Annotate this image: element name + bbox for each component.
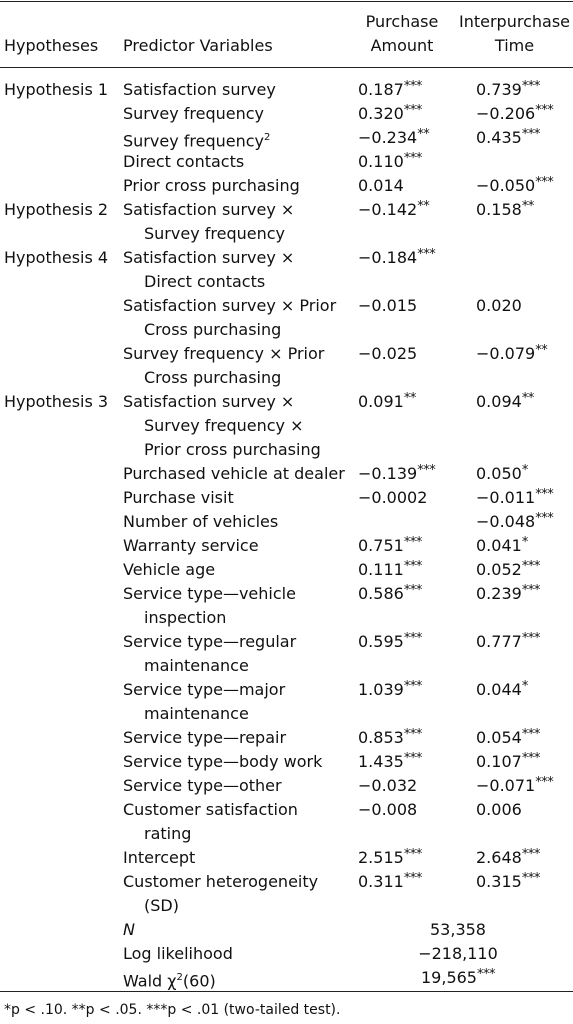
purchase-amount-cell-value: 0.091 xyxy=(358,392,404,411)
purchase-amount-cell xyxy=(358,294,417,318)
significance-stars: *** xyxy=(521,79,540,94)
purchase-amount-cell xyxy=(358,174,404,198)
significance-stars: *** xyxy=(403,751,422,766)
interpurchase-time-cell xyxy=(476,102,553,128)
purchase-amount-cell xyxy=(358,462,435,488)
purchase-amount-cell-value: −0.139 xyxy=(358,464,418,483)
interpurchase-time-cell xyxy=(476,126,540,152)
interpurchase-time-cell xyxy=(476,798,522,822)
significance-stars: *** xyxy=(535,775,554,790)
purchase-amount-cell-value: 0.853 xyxy=(358,728,404,747)
header-hypotheses: Hypotheses xyxy=(4,36,99,55)
interpurchase-time-cell-value: 0.435 xyxy=(476,128,522,147)
predictor-variable: maintenance xyxy=(144,704,249,723)
purchase-amount-cell xyxy=(358,198,429,224)
significance-stars: ** xyxy=(417,127,430,142)
significance-stars: *** xyxy=(521,127,540,142)
purchase-amount-cell xyxy=(358,582,422,608)
significance-stars: *** xyxy=(476,967,495,982)
summary-label-tail: (60) xyxy=(182,971,216,991)
interpurchase-time-cell-value: −0.048 xyxy=(476,512,536,531)
interpurchase-time-cell xyxy=(476,582,540,608)
interpurchase-time-cell-value: 0.006 xyxy=(476,800,522,819)
purchase-amount-cell xyxy=(358,78,422,104)
purchase-amount-cell-value: −0.184 xyxy=(358,248,418,267)
significance-stars: ** xyxy=(521,199,534,214)
purchase-amount-cell-value: 0.751 xyxy=(358,536,404,555)
purchase-amount-cell-value: 0.311 xyxy=(358,872,404,891)
predictor-variable: Service type—regular xyxy=(123,632,297,651)
interpurchase-time-cell xyxy=(476,750,540,776)
purchase-amount-cell-value: 0.111 xyxy=(358,560,404,579)
summary-value xyxy=(358,918,558,942)
predictor-variable: rating xyxy=(144,824,192,843)
purchase-amount-cell xyxy=(358,846,422,872)
predictor-variable: Cross purchasing xyxy=(144,320,282,339)
interpurchase-time-cell-value: 0.315 xyxy=(476,872,522,891)
significance-stars: *** xyxy=(417,247,436,262)
predictor-variable: Service type—major xyxy=(123,680,286,699)
interpurchase-time-cell-value: −0.079 xyxy=(476,344,536,363)
interpurchase-time-cell xyxy=(476,870,540,896)
purchase-amount-cell xyxy=(358,102,422,128)
significance-stars: *** xyxy=(403,679,422,694)
predictor-variable: (SD) xyxy=(144,896,179,915)
predictor-variable: Direct contacts xyxy=(144,272,266,291)
purchase-amount-cell-value: −0.008 xyxy=(358,800,418,819)
footnote-text: *p < .10. **p < .05. ***p < .01 (two-tailed test). xyxy=(4,1002,341,1018)
interpurchase-time-cell xyxy=(476,294,522,318)
significance-stars: ** xyxy=(417,199,430,214)
summary-label-text: Wald χ xyxy=(123,971,177,991)
purchase-amount-cell-value: −0.0002 xyxy=(358,488,428,507)
predictor-variable: Service type—vehicle xyxy=(123,584,296,603)
significance-stars: *** xyxy=(403,583,422,598)
purchase-amount-cell xyxy=(358,126,429,152)
purchase-amount-cell xyxy=(358,558,422,584)
interpurchase-time-cell xyxy=(476,390,534,416)
superscript: 2 xyxy=(176,972,183,983)
significance-stars: *** xyxy=(403,847,422,862)
significance-stars: *** xyxy=(403,103,422,118)
significance-stars: *** xyxy=(521,583,540,598)
significance-stars: *** xyxy=(403,559,422,574)
predictor-variable: Survey frequency xyxy=(123,104,264,123)
interpurchase-time-cell-value: 0.158 xyxy=(476,200,522,219)
predictor-variable: Customer heterogeneity xyxy=(123,872,319,891)
predictor-variable: Survey frequency xyxy=(144,224,285,243)
significance-stars: * xyxy=(521,535,528,550)
header-predictor-variables: Predictor Variables xyxy=(123,36,273,55)
interpurchase-time-cell xyxy=(476,534,528,560)
predictor-variable: Number of vehicles xyxy=(123,512,279,531)
predictor-variable: inspection xyxy=(144,608,227,627)
interpurchase-time-cell-value: 0.020 xyxy=(476,296,522,315)
purchase-amount-cell xyxy=(358,390,416,416)
significance-stars: *** xyxy=(403,151,422,166)
predictor-variable: Satisfaction survey × Prior xyxy=(123,296,337,315)
significance-stars: *** xyxy=(403,871,422,886)
header-rule xyxy=(0,67,573,68)
significance-stars: ** xyxy=(521,391,534,406)
purchase-amount-cell-value: 0.595 xyxy=(358,632,404,651)
purchase-amount-cell xyxy=(358,486,427,510)
purchase-amount-cell-value: 2.515 xyxy=(358,848,404,867)
purchase-amount-cell xyxy=(358,870,422,896)
footnote xyxy=(4,1000,340,1020)
significance-stars: *** xyxy=(521,871,540,886)
purchase-amount-cell-value: 0.014 xyxy=(358,176,404,195)
significance-stars: *** xyxy=(521,727,540,742)
significance-stars: *** xyxy=(521,631,540,646)
interpurchase-time-cell-value: 0.052 xyxy=(476,560,522,579)
header-interpurchase-line2: Time xyxy=(494,36,535,55)
purchase-amount-cell xyxy=(358,630,422,656)
predictor-variable: Vehicle age xyxy=(123,560,216,579)
purchase-amount-cell xyxy=(358,678,422,704)
purchase-amount-cell xyxy=(358,774,417,798)
significance-stars: *** xyxy=(535,511,554,526)
top-rule xyxy=(0,1,573,2)
interpurchase-time-cell xyxy=(476,678,528,704)
predictor-variable: Service type—body work xyxy=(123,752,323,771)
significance-stars: * xyxy=(521,463,528,478)
significance-stars: *** xyxy=(521,559,540,574)
interpurchase-time-cell-value: 0.094 xyxy=(476,392,522,411)
predictor-variable: Intercept xyxy=(123,848,196,867)
significance-stars: ** xyxy=(535,343,548,358)
significance-stars: *** xyxy=(403,727,422,742)
interpurchase-time-cell-value: 0.239 xyxy=(476,584,522,603)
purchase-amount-cell xyxy=(358,246,435,272)
header-purchase-line1: Purchase xyxy=(365,12,439,31)
purchase-amount-cell-value: 0.187 xyxy=(358,80,404,99)
interpurchase-time-cell-value: −0.011 xyxy=(476,488,536,507)
predictor-variable: maintenance xyxy=(144,656,249,675)
predictor-variable: Satisfaction survey xyxy=(123,80,276,99)
significance-stars: *** xyxy=(417,463,436,478)
summary-label xyxy=(123,966,216,993)
interpurchase-time-cell xyxy=(476,774,553,800)
significance-stars: *** xyxy=(403,535,422,550)
predictor-variable: Survey frequency$^2$ xyxy=(123,131,271,151)
interpurchase-time-cell-value: 0.107 xyxy=(476,752,522,771)
summary-label-text: N xyxy=(123,920,135,939)
purchase-amount-cell xyxy=(358,750,422,776)
interpurchase-time-cell xyxy=(476,78,540,104)
predictor-variable: Direct contacts xyxy=(123,152,245,171)
purchase-amount-cell-value: −0.032 xyxy=(358,776,418,795)
interpurchase-time-cell-value: −0.071 xyxy=(476,776,536,795)
header-interpurchase-time xyxy=(456,10,573,58)
purchase-amount-cell-value: 0.110 xyxy=(358,152,404,171)
header-purchase-line2: Amount xyxy=(370,36,434,55)
hypothesis-label: Hypothesis 2 xyxy=(4,200,109,219)
significance-stars: *** xyxy=(521,751,540,766)
summary-label xyxy=(123,918,135,942)
predictor-variable: Survey frequency × xyxy=(144,416,304,435)
summary-value xyxy=(358,942,558,966)
predictor-variable: Survey frequency × Prior xyxy=(123,344,325,363)
interpurchase-time-cell-value: 0.044 xyxy=(476,680,522,699)
header-interpurchase-line1: Interpurchase xyxy=(459,12,570,31)
summary-label xyxy=(123,942,233,966)
interpurchase-time-cell xyxy=(476,198,534,224)
hypothesis-label: Hypothesis 4 xyxy=(4,248,109,267)
significance-stars: *** xyxy=(535,103,554,118)
purchase-amount-cell-value: −0.015 xyxy=(358,296,418,315)
interpurchase-time-cell xyxy=(476,846,540,872)
purchase-amount-cell-value: 1.435 xyxy=(358,752,404,771)
summary-value xyxy=(358,966,558,992)
interpurchase-time-cell-value: 2.648 xyxy=(476,848,522,867)
predictor-variable: Satisfaction survey × xyxy=(123,392,295,411)
predictor-variable: Service type—other xyxy=(123,776,282,795)
purchase-amount-cell-value: 0.320 xyxy=(358,104,404,123)
interpurchase-time-cell-value: 0.777 xyxy=(476,632,522,651)
superscript: 2 xyxy=(264,132,271,143)
header-purchase-amount xyxy=(355,10,449,58)
significance-stars: *** xyxy=(403,631,422,646)
predictor-variable: Purchase visit xyxy=(123,488,234,507)
significance-stars: *** xyxy=(535,487,554,502)
predictor-variable: Warranty service xyxy=(123,536,259,555)
hypothesis-label: Hypothesis 3 xyxy=(4,392,109,411)
predictor-variable: Customer satisfaction xyxy=(123,800,298,819)
purchase-amount-cell xyxy=(358,726,422,752)
predictor-variable: Service type—repair xyxy=(123,728,287,747)
purchase-amount-cell-value: −0.025 xyxy=(358,344,418,363)
significance-stars: *** xyxy=(535,175,554,190)
summary-label-text: Log likelihood xyxy=(123,944,233,963)
purchase-amount-cell-value: −0.142 xyxy=(358,200,418,219)
predictor-variable: Satisfaction survey × xyxy=(123,200,295,219)
interpurchase-time-cell-value: −0.050 xyxy=(476,176,536,195)
interpurchase-time-cell-value: 0.041 xyxy=(476,536,522,555)
significance-stars: *** xyxy=(521,847,540,862)
interpurchase-time-cell xyxy=(476,462,528,488)
interpurchase-time-cell xyxy=(476,726,540,752)
interpurchase-time-cell xyxy=(476,558,540,584)
predictor-variable: Purchased vehicle at dealer xyxy=(123,464,345,483)
purchase-amount-cell-value: 0.586 xyxy=(358,584,404,603)
interpurchase-time-cell-value: −0.206 xyxy=(476,104,536,123)
hypothesis-label: Hypothesis 1 xyxy=(4,80,109,99)
predictor-variable: Prior cross purchasing xyxy=(123,176,300,195)
purchase-amount-cell-value: 1.039 xyxy=(358,680,404,699)
purchase-amount-cell xyxy=(358,534,422,560)
interpurchase-time-cell xyxy=(476,486,553,512)
bottom-rule xyxy=(0,991,573,992)
interpurchase-time-cell xyxy=(476,510,553,536)
summary-value-text: 19,565 xyxy=(421,968,477,987)
summary-value-text: −218,110 xyxy=(418,944,498,963)
purchase-amount-cell xyxy=(358,342,417,366)
interpurchase-time-cell xyxy=(476,630,540,656)
predictor-variable: Prior cross purchasing xyxy=(144,440,321,459)
interpurchase-time-cell-value: 0.739 xyxy=(476,80,522,99)
purchase-amount-cell-value: −0.234 xyxy=(358,128,418,147)
interpurchase-time-cell-value: 0.050 xyxy=(476,464,522,483)
significance-stars: * xyxy=(521,679,528,694)
interpurchase-time-cell xyxy=(476,174,553,200)
purchase-amount-cell xyxy=(358,798,417,822)
significance-stars: *** xyxy=(403,79,422,94)
predictor-variable: Cross purchasing xyxy=(144,368,282,387)
predictor-variable: Satisfaction survey × xyxy=(123,248,295,267)
summary-value-text: 53,358 xyxy=(430,920,486,939)
interpurchase-time-cell xyxy=(476,342,547,368)
purchase-amount-cell xyxy=(358,150,422,176)
significance-stars: ** xyxy=(403,391,416,406)
interpurchase-time-cell-value: 0.054 xyxy=(476,728,522,747)
